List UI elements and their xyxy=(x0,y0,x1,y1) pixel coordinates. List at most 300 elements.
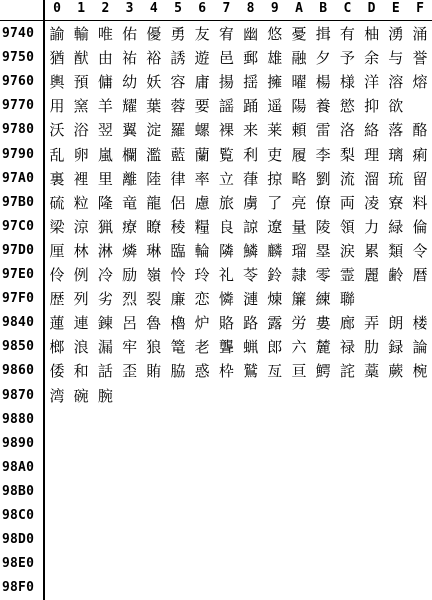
glyph-cell: 伶 xyxy=(49,266,65,284)
glyph-cell: 凌 xyxy=(364,193,380,212)
glyph-cell: 慾 xyxy=(339,97,355,116)
glyph-cell: 淋 xyxy=(97,241,113,260)
glyph-cell: 鰐 xyxy=(315,362,331,381)
glyph-cell: 離 xyxy=(122,169,138,188)
glyph-cell: 硫 xyxy=(49,193,65,212)
table-row xyxy=(0,576,432,600)
row-label: 9850 xyxy=(2,339,35,355)
glyph-cell: 練 xyxy=(315,290,331,309)
glyph-cell: 悠 xyxy=(267,25,283,43)
glyph-cell: 有 xyxy=(339,25,355,43)
table-row xyxy=(0,456,432,480)
table-row xyxy=(0,46,432,70)
column-header: 0 xyxy=(53,1,61,16)
glyph-cell: 熔 xyxy=(412,73,428,92)
glyph-cell: 賂 xyxy=(218,314,234,333)
glyph-cell: 烈 xyxy=(122,290,138,309)
glyph-cell: 霊 xyxy=(339,266,355,284)
glyph-cell: 聾 xyxy=(218,338,234,357)
row-label: 9890 xyxy=(2,435,35,451)
glyph-cell: 劉 xyxy=(315,169,331,188)
row-label: 98E0 xyxy=(2,556,35,572)
table-row xyxy=(0,287,432,311)
glyph-cell: 洛 xyxy=(339,121,355,140)
table-row xyxy=(0,143,432,167)
glyph-cell: 瑠 xyxy=(291,241,307,260)
glyph-cell: 唯 xyxy=(97,25,113,43)
table-row xyxy=(0,528,432,552)
glyph-cell: 量 xyxy=(291,217,307,236)
glyph-cell: 竜 xyxy=(122,193,138,212)
glyph-cell: 嶺 xyxy=(146,266,162,284)
glyph-cell: 洋 xyxy=(364,73,380,92)
table-row xyxy=(0,118,432,142)
glyph-cell: 隆 xyxy=(97,193,113,212)
glyph-cell: 浪 xyxy=(73,338,89,357)
glyph-cell: 碗 xyxy=(73,386,89,405)
glyph-cell: 葎 xyxy=(243,169,259,188)
glyph-cell: 柚 xyxy=(364,25,380,43)
glyph-cell: 令 xyxy=(412,241,428,260)
glyph-cell: 藍 xyxy=(170,145,186,164)
glyph-cell: 聯 xyxy=(339,290,355,309)
glyph-cell: 庸 xyxy=(194,73,210,92)
glyph-cell: 諒 xyxy=(243,217,259,236)
table-row xyxy=(0,215,432,239)
row-label: 97E0 xyxy=(2,267,35,282)
column-header: 5 xyxy=(174,1,182,16)
glyph-cell: 琳 xyxy=(146,241,162,260)
glyph-cell: 歴 xyxy=(49,290,65,309)
glyph-cell: 預 xyxy=(73,73,89,92)
glyph-cell: 履 xyxy=(291,145,307,164)
glyph-cell: 溶 xyxy=(388,73,404,92)
glyph-cell: 累 xyxy=(364,241,380,260)
glyph-cell: 羅 xyxy=(170,121,186,140)
table-row xyxy=(0,432,432,456)
glyph-cell: 料 xyxy=(412,193,428,212)
glyph-cell: 亘 xyxy=(291,362,307,381)
row-label: 9750 xyxy=(2,50,35,66)
glyph-cell: 類 xyxy=(388,241,404,260)
glyph-cell: 涙 xyxy=(339,241,355,260)
column-header: E xyxy=(391,1,400,16)
table-row xyxy=(0,191,432,215)
glyph-cell: 老 xyxy=(194,338,210,357)
glyph-cell: 欄 xyxy=(122,145,138,164)
glyph-cell: 煉 xyxy=(267,290,283,309)
glyph-cell: 露 xyxy=(267,314,283,333)
row-label: 97A0 xyxy=(2,170,35,186)
glyph-cell: 猶 xyxy=(49,49,65,68)
glyph-cell: 誉 xyxy=(412,49,428,68)
table-row xyxy=(0,480,432,504)
glyph-cell: 留 xyxy=(412,169,428,188)
glyph-cell: 余 xyxy=(364,49,380,68)
glyph-cell: 陵 xyxy=(315,217,331,236)
glyph-cell: 陸 xyxy=(146,169,162,188)
row-label: 9790 xyxy=(2,146,35,162)
glyph-cell: 落 xyxy=(388,121,404,140)
table-row xyxy=(0,263,432,287)
glyph-cell: 篭 xyxy=(170,338,186,357)
glyph-cell: 憂 xyxy=(291,25,307,43)
table-row xyxy=(0,504,432,528)
glyph-cell: 窯 xyxy=(73,97,89,116)
glyph-cell: 慮 xyxy=(194,193,210,212)
glyph-cell: 藁 xyxy=(364,362,380,381)
glyph-cell: 律 xyxy=(170,169,186,188)
glyph-cell: 遊 xyxy=(194,49,210,68)
column-header: 1 xyxy=(77,1,86,16)
glyph-cell: 涼 xyxy=(73,217,89,236)
glyph-cell: 傭 xyxy=(97,73,113,92)
column-header: 7 xyxy=(222,1,231,16)
row-label: 9760 xyxy=(2,74,35,90)
row-label: 9870 xyxy=(2,387,35,403)
glyph-cell: 抑 xyxy=(364,97,380,116)
glyph-cell: 雷 xyxy=(315,121,331,140)
glyph-cell: 妖 xyxy=(146,73,162,92)
row-label: 97F0 xyxy=(2,291,35,307)
glyph-cell: 誘 xyxy=(170,49,186,68)
glyph-cell: 輪 xyxy=(194,241,210,260)
column-header: 9 xyxy=(270,1,279,16)
glyph-cell: 宥 xyxy=(218,25,234,43)
glyph-cell: 蘭 xyxy=(194,145,210,164)
glyph-cell: 酪 xyxy=(412,121,428,140)
glyph-cell: 苓 xyxy=(243,266,259,284)
glyph-cell: 廊 xyxy=(339,314,355,333)
glyph-cell: 踊 xyxy=(243,97,259,116)
glyph-cell: 裡 xyxy=(73,169,89,188)
glyph-cell: 楼 xyxy=(412,314,428,333)
glyph-cell: 緑 xyxy=(388,217,404,236)
table-row xyxy=(0,359,432,383)
table-row xyxy=(0,70,432,94)
glyph-cell: 予 xyxy=(339,49,355,68)
glyph-cell: 郵 xyxy=(243,49,259,68)
glyph-cell: 様 xyxy=(339,73,355,92)
glyph-cell: 齢 xyxy=(388,266,404,284)
glyph-cell: 塁 xyxy=(315,241,331,260)
column-header: F xyxy=(416,1,424,16)
glyph-cell: 淀 xyxy=(146,121,162,140)
glyph-cell: 鈴 xyxy=(267,266,283,284)
glyph-cell: 列 xyxy=(73,290,89,309)
glyph-cell: 励 xyxy=(122,266,138,284)
glyph-cell: 葉 xyxy=(146,97,162,116)
glyph-cell: 翼 xyxy=(122,121,138,140)
glyph-cell: 螺 xyxy=(194,121,210,140)
glyph-cell: 李 xyxy=(315,145,331,164)
row-label: 97D0 xyxy=(2,242,35,258)
glyph-cell: 融 xyxy=(291,49,307,68)
glyph-cell: 例 xyxy=(73,266,89,284)
column-header: D xyxy=(367,1,376,16)
glyph-cell: 羊 xyxy=(97,97,113,116)
row-label: 98C0 xyxy=(2,508,35,523)
glyph-cell: 麓 xyxy=(315,338,331,357)
glyph-cell: 覧 xyxy=(218,145,234,164)
glyph-cell: 蝋 xyxy=(243,338,259,357)
glyph-cell: 朗 xyxy=(388,314,404,333)
glyph-cell: 憐 xyxy=(218,290,234,309)
glyph-cell: 脇 xyxy=(170,362,186,381)
glyph-cell: 猷 xyxy=(73,49,89,68)
glyph-cell: 琉 xyxy=(388,169,404,188)
glyph-cell: 鷲 xyxy=(243,362,259,381)
column-header: 8 xyxy=(246,1,255,16)
row-label: 98F0 xyxy=(2,580,35,596)
glyph-cell: 揺 xyxy=(243,73,259,92)
glyph-cell: 僚 xyxy=(315,193,331,212)
glyph-cell: 麟 xyxy=(267,241,283,260)
glyph-cell: 椀 xyxy=(412,362,428,381)
glyph-cell: 梨 xyxy=(339,145,355,164)
glyph-cell: 浴 xyxy=(73,121,89,140)
column-header: 3 xyxy=(125,1,134,16)
glyph-cell: 理 xyxy=(364,145,380,164)
row-label: 9880 xyxy=(2,411,35,427)
glyph-cell: 鱗 xyxy=(243,241,259,260)
glyph-cell: 恋 xyxy=(194,290,210,309)
row-label: 9770 xyxy=(2,98,35,114)
glyph-cell: 魯 xyxy=(146,314,162,333)
glyph-cell: 濫 xyxy=(146,145,162,164)
glyph-cell: 幽 xyxy=(243,25,259,43)
glyph-cell: 礼 xyxy=(218,266,234,284)
glyph-cell: 良 xyxy=(218,217,234,236)
glyph-cell: 陽 xyxy=(291,97,307,116)
glyph-cell: 蕨 xyxy=(388,362,404,381)
glyph-cell: 零 xyxy=(315,266,331,284)
glyph-cell: 要 xyxy=(194,97,210,116)
glyph-cell: 漣 xyxy=(243,290,259,309)
glyph-cell: 肋 xyxy=(364,338,380,357)
glyph-cell: 吏 xyxy=(267,145,283,164)
glyph-cell: 路 xyxy=(243,314,259,333)
row-label: 9780 xyxy=(2,122,35,138)
glyph-cell: 禄 xyxy=(339,338,355,357)
row-label: 97B0 xyxy=(2,194,35,210)
glyph-cell: 輿 xyxy=(49,73,65,92)
glyph-cell: 領 xyxy=(339,217,355,236)
glyph-cell: 狼 xyxy=(146,338,162,357)
glyph-cell: 和 xyxy=(73,362,89,381)
column-header: C xyxy=(343,1,352,16)
glyph-cell: 遥 xyxy=(267,97,283,116)
glyph-cell: 冷 xyxy=(97,266,113,284)
table-row xyxy=(0,167,432,191)
glyph-cell: 来 xyxy=(243,121,259,140)
glyph-cell: 率 xyxy=(194,169,210,188)
glyph-cell: 嵐 xyxy=(97,145,113,164)
glyph-cell: 諭 xyxy=(49,25,65,43)
glyph-cell: 幼 xyxy=(122,73,138,92)
glyph-cell: 腕 xyxy=(97,386,113,405)
glyph-cell: 粒 xyxy=(73,193,89,212)
glyph-cell: 揚 xyxy=(218,73,234,92)
glyph-cell: 頼 xyxy=(291,121,307,140)
glyph-cell: 牢 xyxy=(122,338,138,357)
row-label: 9860 xyxy=(2,363,35,379)
glyph-cell: 論 xyxy=(412,338,428,357)
glyph-cell: 倭 xyxy=(49,362,65,381)
table-row xyxy=(0,311,432,335)
glyph-cell: 怜 xyxy=(170,266,186,284)
glyph-cell: 林 xyxy=(73,241,89,260)
row-label: 98B0 xyxy=(2,483,35,499)
glyph-cell: 沃 xyxy=(49,121,65,140)
glyph-cell: 両 xyxy=(339,193,355,212)
glyph-cell: 亙 xyxy=(267,362,283,381)
glyph-cell: 櫓 xyxy=(170,314,186,333)
glyph-cell: 亮 xyxy=(291,193,307,212)
glyph-cell: 謡 xyxy=(218,97,234,116)
glyph-cell: 用 xyxy=(49,97,65,116)
glyph-cell: 龍 xyxy=(146,193,162,212)
glyph-cell: 掠 xyxy=(267,169,283,188)
glyph-cell: 耀 xyxy=(122,97,138,116)
glyph-cell: 弄 xyxy=(364,314,380,333)
glyph-cell: 郎 xyxy=(267,338,283,357)
glyph-cell: 由 xyxy=(97,49,113,68)
column-header-row xyxy=(0,0,432,21)
glyph-cell: 曜 xyxy=(291,73,307,92)
row-label: 9840 xyxy=(2,315,35,331)
row-label: 9740 xyxy=(2,26,35,41)
glyph-cell: 力 xyxy=(364,217,380,236)
glyph-cell: 容 xyxy=(170,73,186,92)
glyph-cell: 蓮 xyxy=(49,314,65,333)
glyph-cell: 枠 xyxy=(218,362,234,381)
glyph-cell: 臨 xyxy=(170,241,186,260)
glyph-cell: 立 xyxy=(218,169,234,188)
glyph-cell: 夕 xyxy=(315,49,331,68)
glyph-cell: 雄 xyxy=(267,49,283,68)
glyph-cell: 燐 xyxy=(122,241,138,260)
glyph-cell: 友 xyxy=(194,25,210,43)
glyph-cell: 莱 xyxy=(267,121,283,140)
glyph-cell: 蓉 xyxy=(170,97,186,116)
table-row xyxy=(0,552,432,576)
glyph-cell: 錬 xyxy=(97,314,113,333)
glyph-cell: 六 xyxy=(291,338,307,357)
column-header: 4 xyxy=(149,1,158,16)
glyph-cell: 流 xyxy=(339,169,355,188)
glyph-cell: 溜 xyxy=(364,169,380,188)
glyph-cell: 了 xyxy=(267,193,283,212)
glyph-cell: 詫 xyxy=(339,362,355,381)
glyph-cell: 話 xyxy=(97,362,113,381)
row-label: 97C0 xyxy=(2,218,35,234)
table-row xyxy=(0,384,432,408)
glyph-cell: 与 xyxy=(388,49,404,68)
glyph-cell: 梁 xyxy=(49,217,65,236)
glyph-cell: 榔 xyxy=(49,338,65,357)
glyph-cell: 寮 xyxy=(388,193,404,212)
glyph-cell: 連 xyxy=(73,314,89,333)
glyph-cell: 録 xyxy=(388,338,404,357)
glyph-cell: 卵 xyxy=(73,145,89,164)
glyph-cell: 糧 xyxy=(194,217,210,236)
glyph-cell: 楊 xyxy=(315,73,331,92)
glyph-cell: 炉 xyxy=(194,314,210,333)
table-row xyxy=(0,408,432,432)
glyph-cell: 劣 xyxy=(97,290,113,309)
glyph-cell: 擁 xyxy=(267,73,283,92)
glyph-cell: 佑 xyxy=(122,25,138,43)
column-header: A xyxy=(295,1,303,16)
row-label: 98D0 xyxy=(2,532,35,548)
glyph-cell: 璃 xyxy=(388,145,404,164)
glyph-cell: 裏 xyxy=(49,169,65,188)
glyph-cell: 厘 xyxy=(49,241,65,260)
glyph-cell: 痢 xyxy=(412,145,428,164)
glyph-cell: 旅 xyxy=(218,193,234,212)
glyph-cell: 呂 xyxy=(122,314,138,333)
row-label: 98A0 xyxy=(2,459,35,475)
glyph-cell: 邑 xyxy=(218,49,234,68)
glyph-cell: 廉 xyxy=(170,290,186,309)
glyph-cell: 瞭 xyxy=(146,217,162,236)
glyph-cell: 歪 xyxy=(122,362,138,381)
glyph-cell: 賄 xyxy=(146,362,162,381)
glyph-cell: 簾 xyxy=(291,290,307,309)
glyph-cell: 勇 xyxy=(170,25,186,43)
glyph-cell: 欲 xyxy=(388,97,404,116)
glyph-cell: 玲 xyxy=(194,266,210,284)
glyph-cell: 乱 xyxy=(49,145,65,164)
glyph-cell: 倫 xyxy=(412,217,428,236)
table-row xyxy=(0,239,432,263)
glyph-cell: 隣 xyxy=(218,241,234,260)
table-row xyxy=(0,22,432,46)
glyph-cell: 裂 xyxy=(146,290,162,309)
glyph-cell: 惑 xyxy=(194,362,210,381)
glyph-cell: 輸 xyxy=(73,25,89,43)
glyph-cell: 遼 xyxy=(267,217,283,236)
glyph-cell: 絡 xyxy=(364,121,380,140)
column-header: 2 xyxy=(101,1,110,16)
glyph-cell: 暦 xyxy=(412,266,428,284)
glyph-cell: 涌 xyxy=(412,25,428,43)
glyph-cell: 麗 xyxy=(364,266,380,284)
column-header: 6 xyxy=(198,1,207,16)
glyph-cell: 侶 xyxy=(170,193,186,212)
glyph-cell: 猟 xyxy=(97,217,113,236)
glyph-cell: 略 xyxy=(291,169,307,188)
glyph-cell: 優 xyxy=(146,25,162,43)
glyph-cell: 稜 xyxy=(170,217,186,236)
table-row xyxy=(0,94,432,118)
glyph-cell: 湧 xyxy=(388,25,404,43)
glyph-cell: 隷 xyxy=(291,266,307,284)
glyph-cell: 療 xyxy=(122,217,138,236)
glyph-cell: 虜 xyxy=(243,193,259,212)
glyph-cell: 裕 xyxy=(146,49,162,68)
glyph-cell: 翌 xyxy=(97,121,113,140)
glyph-cell: 婁 xyxy=(315,314,331,333)
glyph-cell: 養 xyxy=(315,97,331,116)
glyph-cell: 裸 xyxy=(218,121,234,140)
glyph-cell: 湾 xyxy=(49,386,65,405)
table-row xyxy=(0,335,432,359)
glyph-cell: 里 xyxy=(97,169,113,188)
glyph-cell: 祐 xyxy=(122,49,138,68)
glyph-cell: 漏 xyxy=(97,338,113,357)
